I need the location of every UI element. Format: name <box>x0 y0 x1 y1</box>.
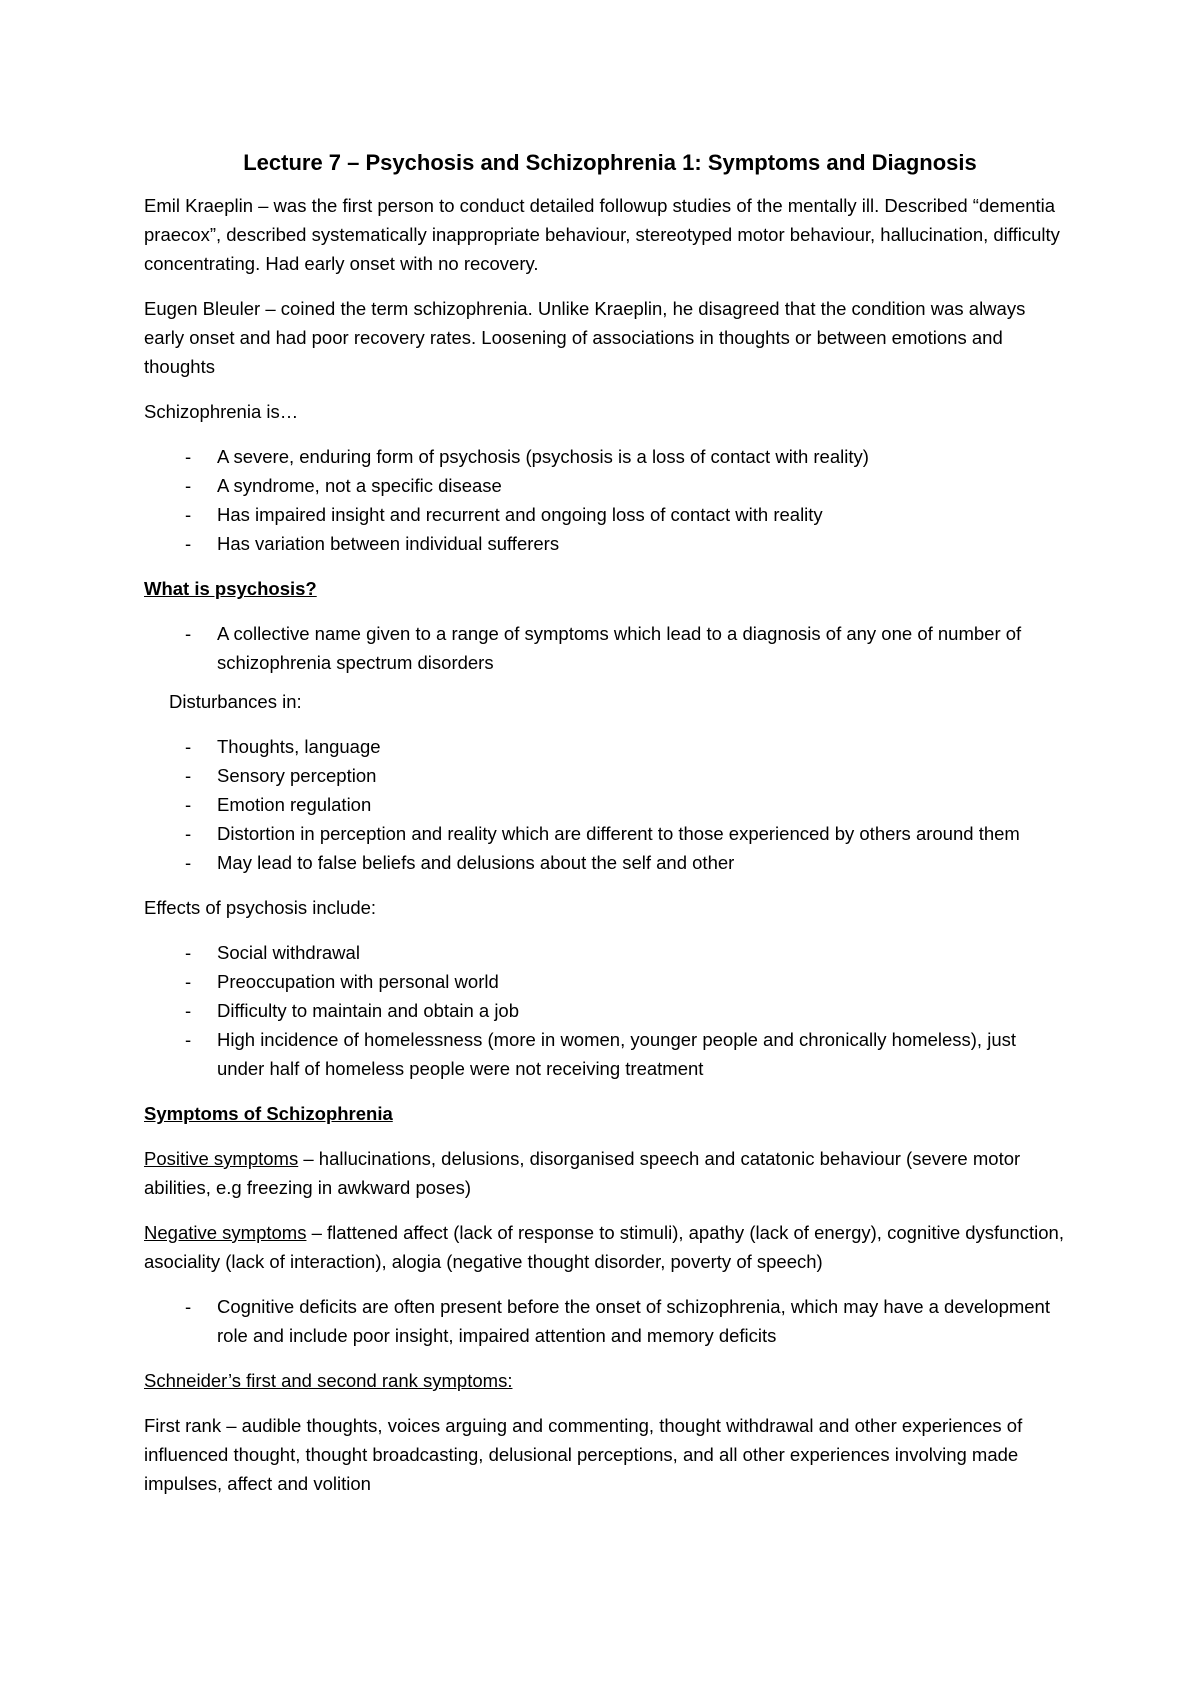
list-item: - High incidence of homelessness (more in women, younger people and chronically homeless), just under half of homeless people were not receiving treatment <box>144 1025 1064 1083</box>
negative-symptoms-text: – flattened affect (lack of response to stimuli), apathy (lack of energy), cognitive dysfunction, asociality (lack of interaction), alogia (negative thought disorder, poverty of speech) <box>144 1222 1064 1272</box>
document-page <box>144 148 1064 1514</box>
positive-symptoms-label: Positive symptoms <box>144 1148 299 1169</box>
list-item: - A syndrome, not a specific disease <box>144 471 1064 500</box>
negative-symptoms-list <box>144 1292 1064 1350</box>
list-item: - Emotion regulation <box>144 790 1064 819</box>
disturbances-intro: Disturbances in: <box>169 691 302 712</box>
schizophrenia-is-list <box>144 442 1064 558</box>
list-item: - Sensory perception <box>144 761 1064 790</box>
positive-symptoms-text: – hallucinations, delusions, disorganised speech and catatonic behaviour (severe motor abilities, e.g freezing in awkward poses) <box>144 1148 1021 1198</box>
list-item: - Has impaired insight and recurrent and ongoing loss of contact with reality <box>144 500 1064 529</box>
list-item: - Thoughts, language <box>144 732 1064 761</box>
disturbances-list <box>144 732 1064 877</box>
effects-intro: Effects of psychosis include: <box>144 897 377 918</box>
list-item: - A severe, enduring form of psychosis (psychosis is a loss of contact with reality) <box>144 442 1064 471</box>
schneider-heading: Schneider’s first and second rank symptoms: <box>144 1370 513 1391</box>
document-title: Lecture 7 – Psychosis and Schizophrenia 1: Symptoms and Diagnosis <box>243 150 977 175</box>
effects-list <box>144 938 1064 1083</box>
first-rank-paragraph: First rank – audible thoughts, voices arguing and commenting, thought withdrawal and other experiences of influenced thought, thought broadcasting, delusional perceptions, and all other experiences involving made impulses, affect and volition <box>144 1415 1023 1494</box>
negative-symptoms-paragraph <box>144 1218 1064 1276</box>
list-item: - Has variation between individual sufferers <box>144 529 1064 558</box>
negative-symptoms-label: Negative symptoms <box>144 1222 307 1243</box>
list-item: - Distortion in perception and reality which are different to those experienced by others around them <box>144 819 1064 848</box>
schizophrenia-is-intro: Schizophrenia is… <box>144 401 299 422</box>
list-item: - May lead to false beliefs and delusions about the self and other <box>144 848 1064 877</box>
psychosis-definition-list <box>144 619 1064 677</box>
symptoms-heading: Symptoms of Schizophrenia <box>144 1103 393 1124</box>
psychosis-heading: What is psychosis? <box>144 578 317 599</box>
list-item: - A collective name given to a range of symptoms which lead to a diagnosis of any one of number of schizophrenia spectrum disorders <box>144 619 1064 677</box>
list-item: - Difficulty to maintain and obtain a job <box>144 996 1064 1025</box>
positive-symptoms-paragraph <box>144 1144 1064 1202</box>
list-item: - Social withdrawal <box>144 938 1064 967</box>
kraeplin-paragraph: Emil Kraeplin – was the first person to conduct detailed followup studies of the mentally ill. Described “dementia praecox”, described systematically inappropriate behaviour, stereotyped motor behaviour, hallucination, difficulty concentrating. Had early onset with no recovery. <box>144 195 1060 274</box>
list-item: - Preoccupation with personal world <box>144 967 1064 996</box>
list-item: - Cognitive deficits are often present before the onset of schizophrenia, which may have a development role and include poor insight, impaired attention and memory deficits <box>144 1292 1064 1350</box>
bleuler-paragraph: Eugen Bleuler – coined the term schizophrenia. Unlike Kraeplin, he disagreed that the condition was always early onset and had poor recovery rates. Loosening of associations in thoughts or between emotions and thoughts <box>144 298 1026 377</box>
